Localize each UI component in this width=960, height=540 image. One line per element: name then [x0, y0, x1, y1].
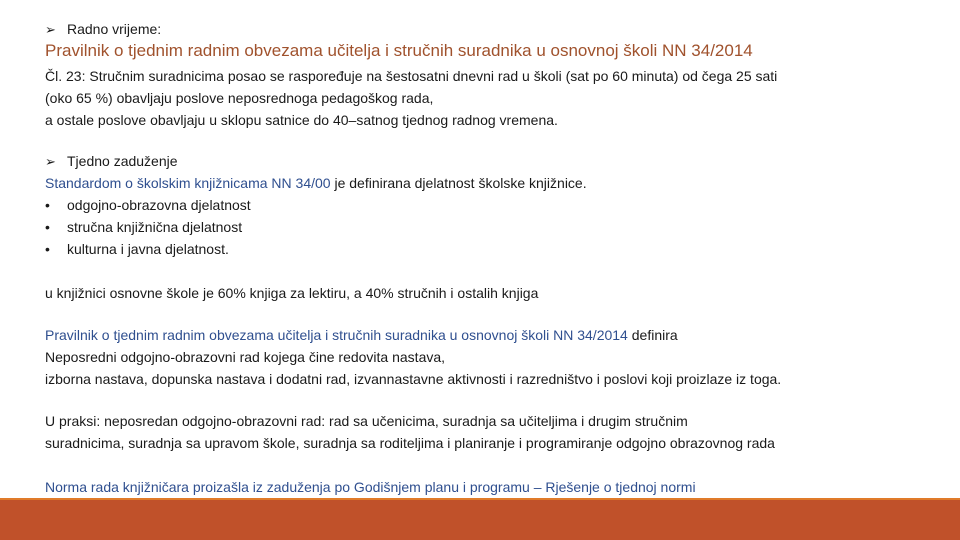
- bottom-accent-bar: [0, 500, 960, 540]
- arrow-bullet-icon: ➢: [45, 154, 56, 169]
- pravilnik-link[interactable]: Pravilnik o tjednim radnim obvezama učitelja i stručnih suradnika u osnovnoj školi NN 34/2014: [45, 327, 628, 343]
- heading-text: Radno vrijeme:: [67, 21, 162, 37]
- paragraph-line-3: a ostale poslove obavljaju u sklopu satnice do 40–satnog tjednog radnog vremena.: [45, 112, 558, 128]
- list-item-text: odgojno-obrazovna djelatnost: [67, 197, 251, 213]
- pravilnik-line: [45, 326, 678, 344]
- pravilnik-rest-text: definira: [627, 327, 678, 343]
- norma-rada-link[interactable]: Norma rada knjižničara proizašla iz zaduženja po Godišnjem planu i programu – Rješenje o tjednoj normi: [45, 479, 696, 495]
- bullet-icon: •: [45, 197, 50, 213]
- heading-text: Tjedno zaduženje: [67, 153, 178, 169]
- bullet-icon: •: [45, 241, 50, 257]
- paragraph-line-2: (oko 65 %) obavljaju poslove neposrednoga pedagoškog rada,: [45, 90, 434, 106]
- bullet-icon: •: [45, 219, 50, 235]
- section-tjedno-zaduzenje-heading: [45, 152, 178, 171]
- list-item-text: stručna knjižnična djelatnost: [67, 219, 243, 235]
- praksi-line-1: U praksi: neposredan odgojno-obrazovni rad: rad sa učenicima, suradnja sa učiteljima i drugim stručnim: [45, 413, 688, 429]
- section-radno-vrijeme-heading: [45, 20, 161, 39]
- neposredni-rad-line: Neposredni odgojno-obrazovni rad kojega čine redovita nastava,: [45, 349, 446, 365]
- list-item: [45, 240, 229, 258]
- standard-link[interactable]: Standardom o školskim knjižnicama NN 34/00: [45, 175, 331, 191]
- arrow-bullet-icon: ➢: [45, 22, 56, 37]
- standard-line: [45, 174, 587, 192]
- izborna-nastava-line: izborna nastava, dopunska nastava i dodatni rad, izvannastavne aktivnosti i razredništvo i poslovi koji proizlaze iz toga.: [45, 371, 782, 387]
- list-item: [45, 196, 251, 214]
- paragraph-line-1: Čl. 23: Stručnim suradnicima posao se raspoređuje na šestosatni dnevni rad u školi (sat po 60 minuta) od čega 25 sati: [45, 68, 778, 84]
- stats-line: u knjižnici osnovne škole je 60% knjiga za lektiru, a 40% stručnih i ostalih knjiga: [45, 285, 539, 301]
- pravilnik-subtitle: Pravilnik o tjednim radnim obvezama učitelja i stručnih suradnika u osnovnoj školi NN 34/2014: [45, 41, 753, 60]
- list-item: [45, 218, 242, 236]
- list-item-text: kulturna i javna djelatnost.: [67, 241, 229, 257]
- standard-rest-text: je definirana djelatnost školske knjižnice.: [330, 175, 587, 191]
- praksi-line-2: suradnicima, suradnja sa upravom škole, suradnja sa roditeljima i planiranje i programiranje odgojno obrazovnog rada: [45, 435, 775, 451]
